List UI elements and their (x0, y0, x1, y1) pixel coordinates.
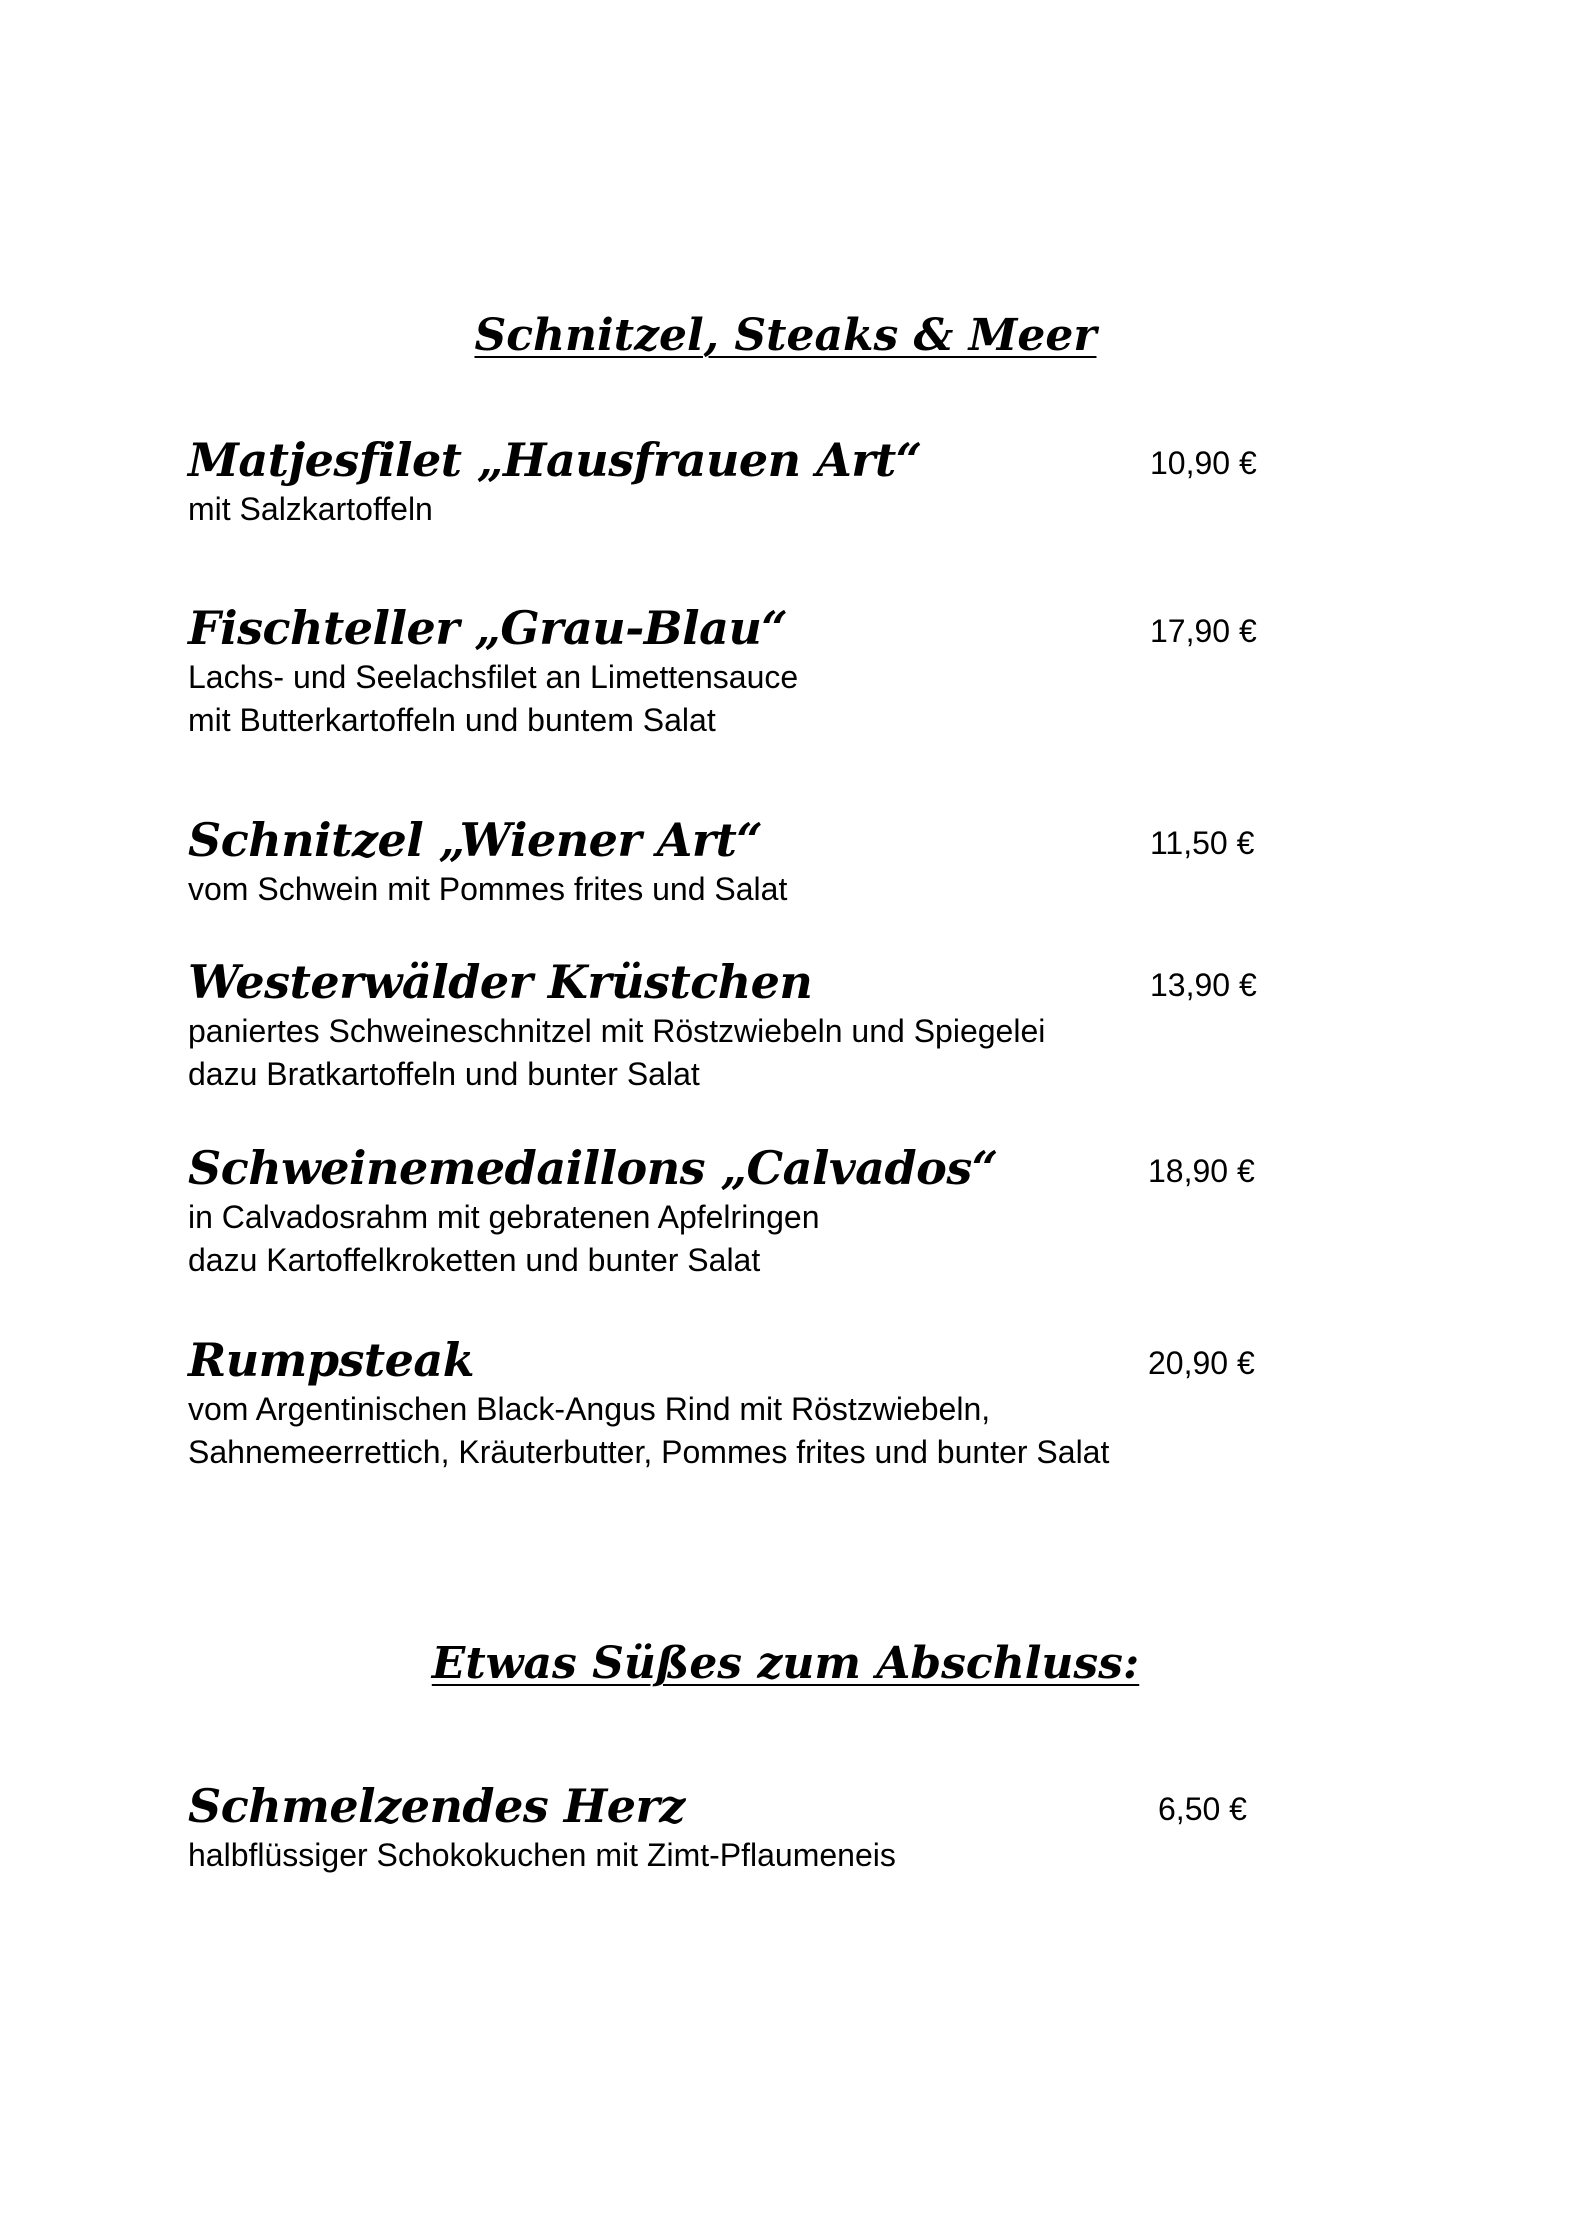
menu-item-description-line: vom Argentinischen Black-Angus Rind mit Röstzwiebeln, (188, 1391, 991, 1427)
menu-item-description (188, 656, 1268, 742)
menu-item-name: Rumpsteak (188, 1333, 475, 1387)
menu-item-description (188, 1196, 1268, 1282)
menu-item-description-line: Lachs- und Seelachsfilet an Limettensauce (188, 659, 799, 695)
menu-item-schweinemedaillons (188, 1140, 1268, 1282)
menu-item-price: 11,50 € (1150, 825, 1255, 861)
menu-item-schmelzendes-herz (188, 1778, 1268, 1877)
menu-item-price: 20,90 € (1148, 1345, 1255, 1381)
section-title-text: Etwas Süßes zum Abschluss: (431, 1638, 1140, 1689)
menu-item-name: Schnitzel „Wiener Art“ (188, 813, 763, 867)
menu-item-description (188, 488, 1268, 531)
menu-item-description-line: dazu Bratkartoffeln und bunter Salat (188, 1056, 700, 1092)
menu-item-rumpsteak (188, 1332, 1268, 1474)
menu-item-name: Schweinemedaillons „Calvados“ (188, 1141, 998, 1195)
menu-item-description (188, 1834, 1268, 1877)
menu-item-description-line: paniertes Schweineschnitzel mit Röstzwiebeln und Spiegelei (188, 1013, 1046, 1049)
menu-item-description (188, 1388, 1268, 1474)
menu-item-description-line: vom Schwein mit Pommes frites und Salat (188, 871, 788, 907)
menu-item-schnitzel (188, 812, 1268, 911)
menu-item-name: Westerwälder Krüstchen (188, 955, 813, 1009)
section-title-dessert (0, 1636, 1571, 1692)
menu-item-description (188, 1010, 1268, 1096)
menu-item-description (188, 868, 1268, 911)
menu-item-price: 10,90 € (1150, 445, 1257, 481)
menu-item-price: 6,50 € (1158, 1791, 1247, 1827)
menu-item-price: 13,90 € (1150, 967, 1257, 1003)
menu-item-matjesfilet (188, 432, 1268, 531)
section-title-main-courses (0, 308, 1571, 364)
menu-item-description-line: mit Salzkartoffeln (188, 491, 433, 527)
menu-item-name: Schmelzendes Herz (188, 1779, 685, 1833)
menu-item-price: 18,90 € (1148, 1153, 1255, 1189)
menu-item-fischteller (188, 600, 1268, 742)
menu-item-description-line: dazu Kartoffelkroketten und bunter Salat (188, 1242, 761, 1278)
menu-item-price: 17,90 € (1150, 613, 1257, 649)
menu-item-description-line: Sahnemeerrettich, Kräuterbutter, Pommes frites und bunter Salat (188, 1434, 1110, 1470)
menu-item-description-line: halbflüssiger Schokokuchen mit Zimt-Pflaumeneis (188, 1837, 896, 1873)
menu-item-westerwaelder-kruestchen (188, 954, 1268, 1096)
menu-item-name: Fischteller „Grau-Blau“ (188, 601, 788, 655)
menu-item-description-line: in Calvadosrahm mit gebratenen Apfelringen (188, 1199, 820, 1235)
menu-item-name: Matjesfilet „Hausfrauen Art“ (188, 433, 922, 487)
section-title-text: Schnitzel, Steaks & Meer (474, 310, 1097, 361)
menu-item-description-line: mit Butterkartoffeln und buntem Salat (188, 702, 716, 738)
